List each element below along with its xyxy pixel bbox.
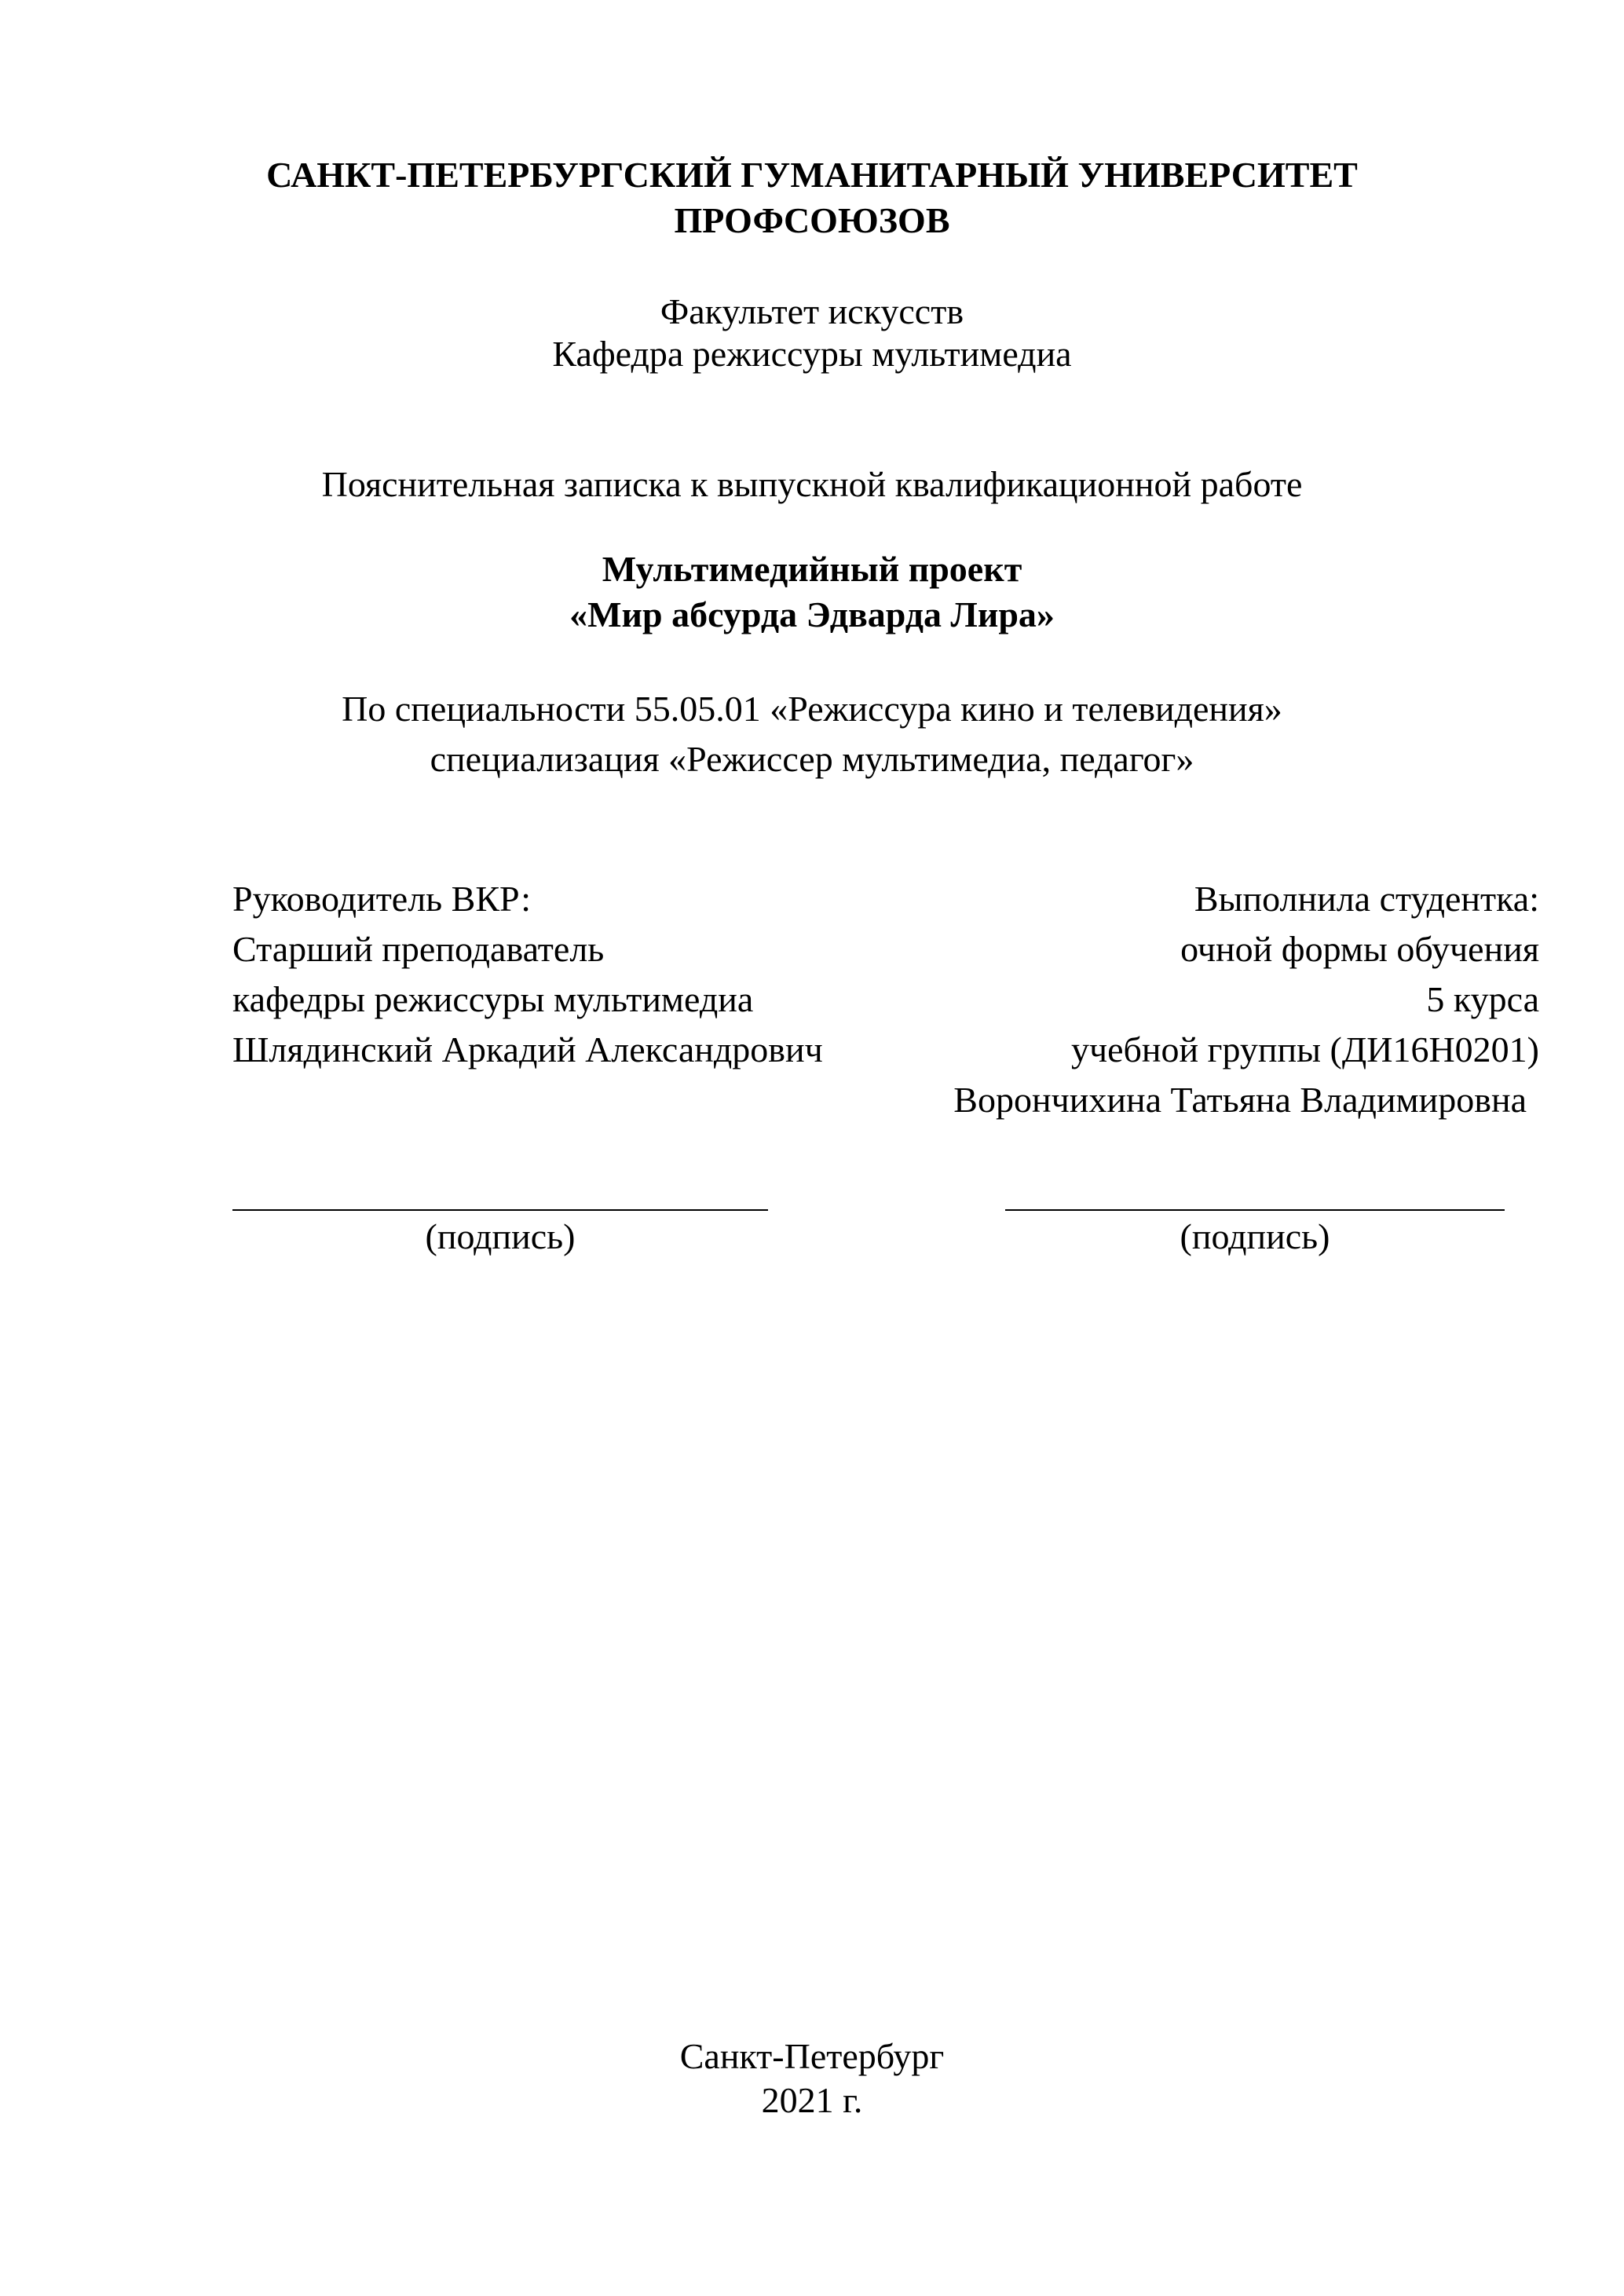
student-study-form: очной формы обучения bbox=[1180, 929, 1539, 969]
student-label: Выполнила студентка: bbox=[1194, 879, 1539, 919]
supervisor-signature-caption: (подпись) bbox=[425, 1216, 576, 1256]
project-title-line2: «Мир абсурда Эдварда Лира» bbox=[569, 594, 1055, 634]
faculty-name: Факультет искусств bbox=[660, 291, 964, 331]
specialty-line1: По специальности 55.05.01 «Режиссура кино и телевидения» bbox=[342, 689, 1282, 729]
specialty-line2: специализация «Режиссер мультимедиа, педагог» bbox=[430, 739, 1194, 779]
footer-city: Санкт-Петербург bbox=[679, 2036, 945, 2076]
document-subtitle: Пояснительная записка к выпускной квалификационной работе bbox=[321, 464, 1303, 504]
student-group: учебной группы (ДИ16Н0201) bbox=[1070, 1029, 1539, 1069]
university-name-line1: САНКТ-ПЕТЕРБУРГСКИЙ ГУМАНИТАРНЫЙ УНИВЕРСИТЕТ bbox=[266, 155, 1358, 195]
university-name-line2: ПРОФСОЮЗОВ bbox=[674, 200, 950, 240]
supervisor-label: Руководитель ВКР: bbox=[232, 879, 532, 919]
student-signature-caption: (подпись) bbox=[1180, 1216, 1330, 1256]
project-title-line1: Мультимедийный проект bbox=[602, 549, 1022, 589]
department-name: Кафедра режиссуры мультимедиа bbox=[552, 334, 1072, 374]
footer-year: 2021 г. bbox=[761, 2080, 863, 2120]
student-name: Ворончихина Татьяна Владимировна bbox=[953, 1080, 1527, 1120]
student-signature-line bbox=[1005, 1209, 1505, 1211]
supervisor-name: Шлядинский Аркадий Александрович bbox=[232, 1029, 823, 1069]
student-course: 5 курса bbox=[1426, 979, 1539, 1019]
supervisor-signature-line bbox=[232, 1209, 768, 1211]
supervisor-position: Старший преподаватель bbox=[232, 929, 605, 969]
supervisor-department: кафедры режиссуры мультимедиа bbox=[232, 979, 754, 1019]
